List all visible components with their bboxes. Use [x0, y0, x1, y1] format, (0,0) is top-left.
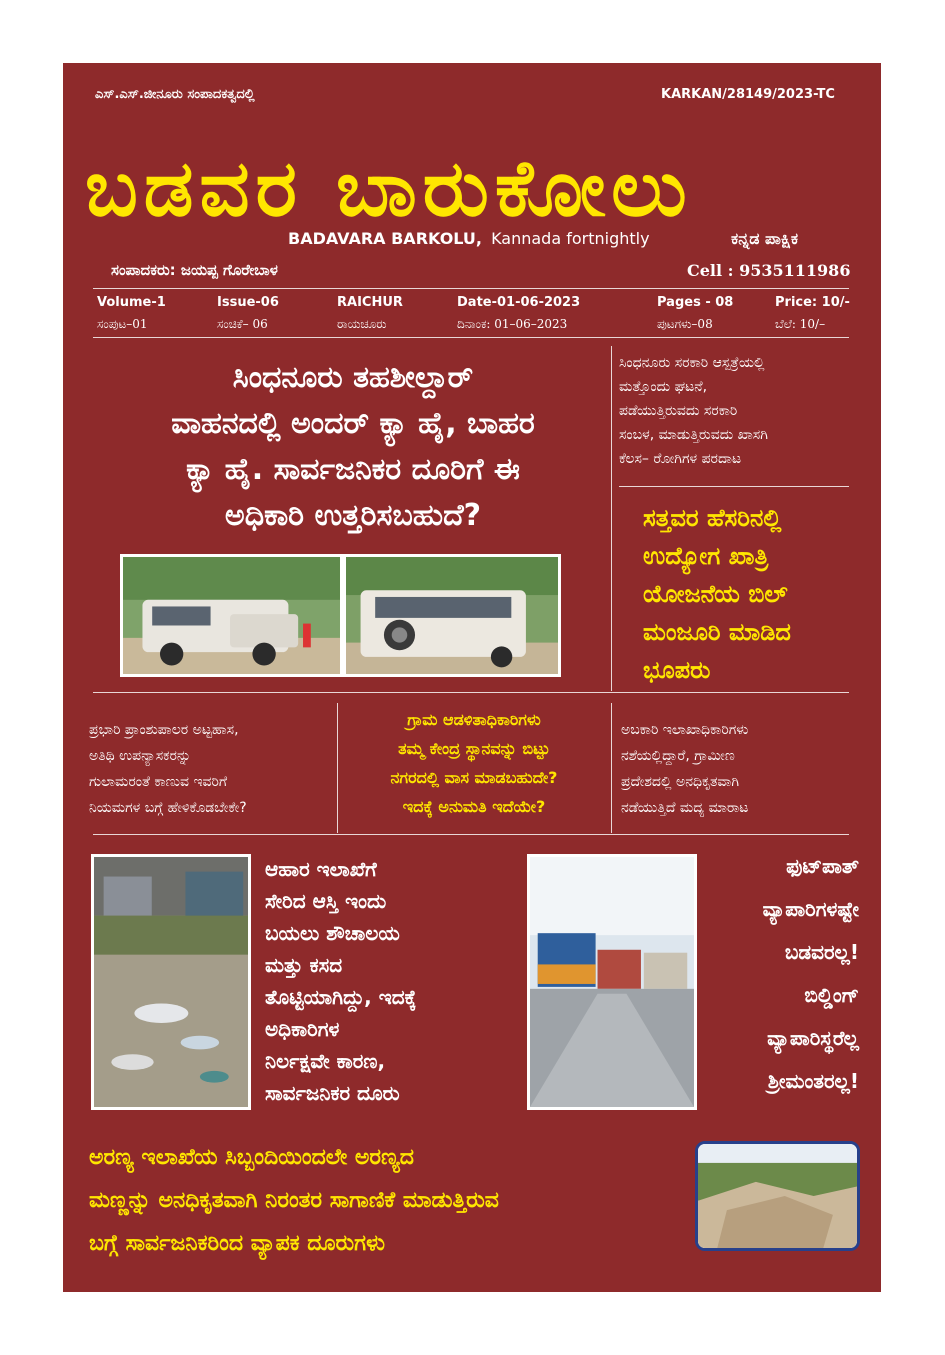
registration-number: KARKAN/28149/2023-TC	[661, 87, 835, 102]
footpath-story-line: ವ್ಯಾಪಾರಿಸ್ಥರೆಲ್ಲ	[767, 1026, 859, 1050]
vehicle-photo-front	[120, 554, 343, 677]
meta-date: Date-01-06-2023	[457, 295, 581, 310]
forest-story-line: ಮಣ್ಣನ್ನು ಅನಧಿಕೃತವಾಗಿ ನಿರಂತರ ಸಾಗಾಣಿಕೆ ಮಾಡುತ್ತಿರುವ	[89, 1188, 499, 1213]
meta-place: RAICHUR	[337, 295, 403, 310]
employment-story-line: ಯೋಜನೆಯ ಬಿಲ್	[643, 580, 788, 608]
village-officers-story	[339, 705, 609, 821]
meta-price: Price: 10/-	[775, 295, 850, 310]
principal-story-line: ನಿಯಮಗಳ ಬಗ್ಗೆ ಹೇಳಿಕೊಡಬೇಕೇ?	[89, 800, 247, 816]
principal-story	[89, 717, 339, 821]
hospital-story	[619, 351, 869, 471]
main-headline-line: ಅಧಿಕಾರಿ ಉತ್ತರಿಸಬಹುದೆ?	[224, 498, 482, 533]
food-story-line: ಆಹಾರ ಇಲಾಖೆಗೆ	[265, 857, 377, 881]
header-rule-top	[93, 288, 849, 289]
excise-story-line: ನಡೆಯುತ್ತಿದೆ ಮದ್ಯ ಮಾರಾಟ	[621, 800, 749, 816]
excise-story-line: ಅಬಕಾರಿ ಇಲಾಖಾಧಿಕಾರಿಗಳು	[621, 722, 749, 738]
forest-hill-photo	[695, 1141, 860, 1251]
forest-story-line: ಅರಣ್ಯ ಇಲಾಖೆಯ ಸಿಬ್ಬಂದಿಯಿಂದಲೇ ಅರಣ್ಯದ	[89, 1145, 414, 1170]
principal-story-line: ಅತಿಥಿ ಉಪನ್ಯಾಸಕರನ್ನು	[89, 748, 192, 764]
village-officers-line: ನಗರದಲ್ಲಿ ವಾಸ ಮಾಡಬಹುದೇ?	[390, 768, 558, 787]
column-divider	[611, 703, 612, 833]
food-story-line: ಸಾರ್ವಜನಿಕರ ದೂರು	[265, 1081, 400, 1105]
editor-line: ಎಸ್.ಎಸ್.ಜೀನೂರು ಸಂಪಾದಕತ್ವದಲ್ಲಿ	[95, 87, 255, 102]
hospital-story-line: ಮತ್ತೊಂದು ಘಟನೆ,	[619, 379, 708, 395]
footpath-story-line: ಬಡವರಲ್ಲ!	[784, 940, 859, 964]
footpath-story-line: ಶ್ರೀಮಂತರಲ್ಲ!	[767, 1069, 859, 1093]
english-desc: Kannada fortnightly	[491, 229, 650, 248]
meta-place-kn: ರಾಯಚೂರು	[337, 317, 387, 331]
column-divider	[611, 346, 612, 691]
kannada-pakshika: ಕನ್ನಡ ಪಾಕ್ಷಿಕ	[731, 229, 799, 248]
excise-story-line: ಪ್ರದೇಶದಲ್ಲಿ ಅನಧಿಕೃತವಾಗಿ	[621, 774, 739, 790]
editor-name: ಸಂಪಾದಕರು: ಜಯಪ್ಪ ಗೊರೇಬಾಳ	[111, 261, 278, 279]
hospital-story-line: ಸಿಂಧನೂರು ಸರಕಾರಿ ಆಸ್ಪತ್ರೆಯಲ್ಲಿ	[619, 355, 765, 371]
food-story-line: ನಿರ್ಲಕ್ಷವೇ ಕಾರಣ,	[265, 1049, 386, 1073]
excise-story	[621, 717, 871, 821]
meta-issue-kn: ಸಂಚಿಕೆ– 06	[217, 317, 268, 331]
meta-date-kn: ದಿನಾಂಕ: 01–06–2023	[457, 317, 568, 331]
food-story-line: ತೊಟ್ಟಿಯಾಗಿದ್ದು, ಇದಕ್ಕೆ	[265, 985, 417, 1009]
masthead-title: ಬಡವರ ಬಾರುಕೋಲು	[85, 144, 693, 234]
english-name-line	[288, 229, 708, 248]
principal-story-line: ಪ್ರಭಾರಿ ಪ್ರಾಂಶುಪಾಲರ ಅಟ್ಟಹಾಸ,	[89, 722, 239, 738]
main-headline-line: ಕ್ಯಾ ಹೈ. ಸಾರ್ವಜನಿಕರ ದೂರಿಗೆ ಈ	[186, 452, 520, 487]
employment-scheme-story	[643, 499, 873, 689]
right-column-rule	[619, 486, 849, 487]
employment-story-line: ಉದ್ಯೋಗ ಖಾತ್ರಿ	[643, 542, 769, 570]
village-officers-line: ಗ್ರಾಮ ಆಡಳಿತಾಧಿಕಾರಿಗಳು	[407, 710, 541, 729]
village-officers-line: ತಮ್ಮ ಕೇಂದ್ರ ಸ್ಥಾನವನ್ನು ಬಿಟ್ಟು	[398, 739, 550, 758]
forest-story-line: ಬಗ್ಗೆ ಸಾರ್ವಜನಿಕರಿಂದ ವ್ಯಾಪಕ ದೂರುಗಳು	[89, 1231, 386, 1256]
main-headline-line: ಸಿಂಧನೂರು ತಹಶೀಲ್ದಾರ್	[232, 360, 474, 395]
meta-issue: Issue-06	[217, 295, 279, 310]
forest-soil-story	[89, 1136, 699, 1265]
footpath-vendors-story	[703, 845, 859, 1103]
meta-volume: Volume-1	[97, 295, 166, 310]
employment-story-line: ಭೂಪರು	[643, 656, 711, 684]
meta-pages-kn: ಪುಟಗಳು–08	[657, 317, 713, 331]
food-story-line: ಬಯಲು ಶೌಚಾಲಯ	[265, 921, 400, 945]
garbage-site-photo	[91, 854, 251, 1110]
food-story-line: ಅಧಿಕಾರಿಗಳ	[265, 1017, 340, 1041]
meta-volume-kn: ಸಂಪುಟ–01	[97, 317, 148, 331]
main-headline	[83, 355, 623, 539]
footpath-story-line: ವ್ಯಾಪಾರಿಗಳಷ್ಟೇ	[762, 897, 859, 921]
hospital-story-line: ಕೆಲಸ– ರೋಗಿಗಳ ಪರದಾಟ	[619, 451, 742, 467]
vehicle-photo-rear	[343, 554, 561, 677]
meta-pages: Pages - 08	[657, 295, 734, 310]
footpath-story-line: ಫುಟ್‌ಪಾತ್	[786, 854, 859, 878]
middle-band-top-rule	[93, 692, 849, 693]
village-officers-line: ಇದಕ್ಕೆ ಅನುಮತಿ ಇದೆಯೇ?	[402, 797, 546, 816]
english-name: BADAVARA BARKOLU,	[288, 229, 482, 248]
cell-number: Cell : 9535111986	[687, 261, 851, 280]
food-story-line: ಮತ್ತು ಕಸದ	[265, 953, 343, 977]
market-street-photo	[527, 854, 697, 1110]
food-department-story	[265, 853, 495, 1109]
meta-price-kn: ಬೆಲೆ: 10/–	[775, 317, 826, 331]
middle-band-bottom-rule	[93, 834, 849, 835]
newspaper-page	[63, 63, 881, 1292]
employment-story-line: ಸತ್ತವರ ಹೆಸರಿನಲ್ಲಿ	[643, 504, 782, 532]
principal-story-line: ಗುಲಾಮರಂತೆ ಕಾಣುವ ಇವರಿಗೆ	[89, 774, 228, 790]
food-story-line: ಸೇರಿದ ಆಸ್ತಿ ಇಂದು	[265, 889, 387, 913]
hospital-story-line: ಪಡೆಯುತ್ತಿರುವದು ಸರಕಾರಿ	[619, 403, 738, 419]
hospital-story-line: ಸಂಬಳ, ಮಾಡುತ್ತಿರುವದು ಖಾಸಗಿ	[619, 427, 768, 443]
main-headline-line: ವಾಹನದಲ್ಲಿ ಅಂದರ್ ಕ್ಯಾ ಹೈ, ಬಾಹರ	[171, 406, 535, 441]
footpath-story-line: ಬಿಲ್ಡಿಂಗ್	[804, 983, 859, 1007]
employment-story-line: ಮಂಜೂರಿ ಮಾಡಿದ	[643, 618, 791, 646]
header-rule-bottom	[93, 337, 849, 338]
excise-story-line: ನಶೆಯಲ್ಲಿದ್ದಾರೆ, ಗ್ರಾಮೀಣ	[621, 748, 735, 764]
